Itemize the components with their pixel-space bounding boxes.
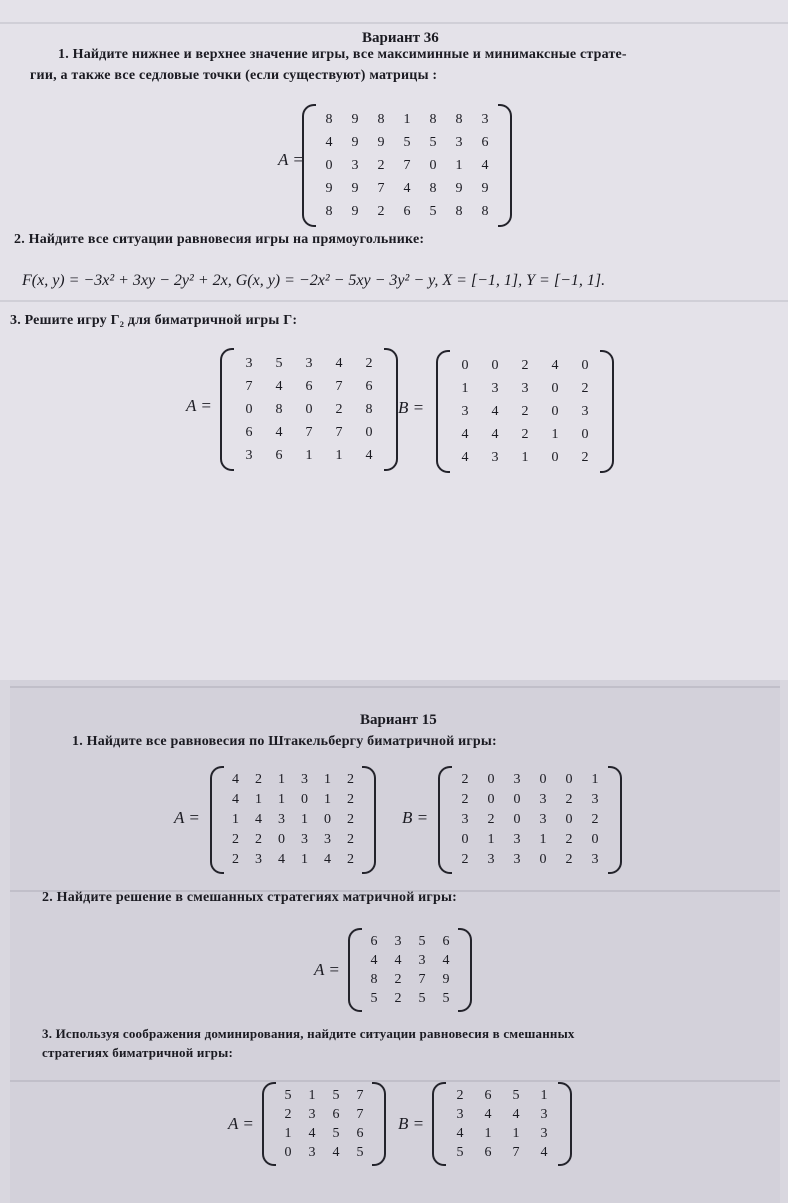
matrix-cell: 0 [461,832,469,847]
matrix-row [362,951,458,970]
matrix-row [224,790,362,810]
matrix-cell: 8 [325,112,333,127]
matrix-cell: 4 [403,181,411,196]
matrix-a-label: A = [174,808,200,827]
matrix-cell: 5 [418,991,426,1006]
matrix-a-variant-36-task-3 [234,352,384,467]
matrix-cell: 2 [255,832,262,847]
matrix-cell: 9 [351,135,359,150]
matrix-cell: 9 [377,135,385,150]
matrix-cell: 0 [324,812,331,827]
matrix-cell: 1 [324,772,331,787]
matrix-cell: 3 [491,381,499,396]
task-2-text: 2. Найдите решение в смешанных стратегиях матричной игры: [42,890,457,905]
matrix-cell: 6 [370,934,378,949]
variant-15-sheet [10,680,780,1203]
matrix-cell: 2 [347,792,354,807]
matrix-cell: 3 [513,852,521,867]
matrix-cell: 4 [491,404,499,419]
matrix-cell: 4 [481,158,489,173]
matrix-cell: 0 [581,358,589,373]
matrix-cell: 0 [284,1145,292,1160]
matrix-cell: 2 [255,772,262,787]
matrix-cell: 3 [591,852,599,867]
matrix-cell: 6 [481,135,489,150]
matrix-cell: 9 [351,181,359,196]
matrix-cell: 1 [403,112,411,127]
matrix-cell: 2 [365,356,373,371]
left-bracket [210,766,224,874]
matrix-cell: 2 [591,812,599,827]
matrix-cell: 7 [335,425,343,440]
matrix-cell: 4 [275,379,283,394]
matrix-cell: 1 [278,772,285,787]
matrix-row [452,810,608,830]
matrix-cell: 0 [365,425,373,440]
matrix-cell: 0 [491,358,499,373]
matrix-cell: 7 [418,972,426,987]
matrix-a-label: A = [228,1114,254,1133]
matrix-cell: 2 [335,402,343,417]
matrix-cell: 5 [442,991,450,1006]
matrix-cell: 2 [521,427,529,442]
matrix-cell: 9 [481,181,489,196]
matrix-cell: 1 [305,448,313,463]
matrix-cell: 1 [455,158,463,173]
matrix-cell: 4 [332,1145,340,1160]
matrix-cell: 3 [461,812,469,827]
matrix-cell: 1 [521,450,529,465]
matrix-cell: 5 [275,356,283,371]
right-bracket [608,766,622,874]
left-bracket [220,348,234,471]
scan-artifact [10,1080,780,1082]
matrix-row [224,850,362,870]
matrix-cell: 2 [461,792,469,807]
matrix-cell: 3 [539,812,547,827]
matrix-cell: 7 [335,379,343,394]
right-bracket [372,1082,386,1166]
matrix-cell: 4 [232,792,239,807]
matrix-cell: 4 [255,812,262,827]
matrix-row [362,932,458,951]
matrix-cell: 4 [275,425,283,440]
matrix-cell: 1 [278,792,285,807]
matrix-cell: 1 [232,812,239,827]
matrix-cell: 6 [275,448,283,463]
matrix-cell: 0 [539,852,547,867]
task-3-text-line-1: 3. Используя соображения доминирования, найдите ситуации равновесия в смешанных [42,1026,575,1041]
matrix-cell: 7 [305,425,313,440]
matrix-cell: 9 [442,972,450,987]
matrix-cell: 9 [351,112,359,127]
matrix-row [450,354,600,377]
matrix-row [234,352,384,375]
matrix-cell: 3 [308,1107,316,1122]
matrix-row [362,970,458,989]
matrix-cell: 4 [365,448,373,463]
matrix-cell: 2 [521,404,529,419]
matrix-cell: 1 [551,427,559,442]
matrix-cell: 0 [325,158,333,173]
matrix-cell: 3 [513,832,521,847]
matrix-cell: 1 [324,792,331,807]
matrix-cell: 7 [377,181,385,196]
matrix-b-label: B = [402,808,429,827]
matrix-row [446,1086,558,1105]
matrix-cell: 1 [301,852,308,867]
matrix-cell: 3 [581,404,589,419]
matrix-row [362,989,458,1008]
matrix-cell: 0 [301,792,308,807]
matrix-a-variant-15-task-2 [362,932,458,1008]
matrix-cell: 6 [484,1145,492,1160]
matrix-cell: 6 [305,379,313,394]
matrix-cell: 3 [521,381,529,396]
matrix-cell: 2 [232,832,239,847]
matrix-cell: 2 [565,792,573,807]
task-2-text: 2. Найдите все ситуации равновесия игры на прямоугольнике: [14,232,425,247]
matrix-row [234,421,384,444]
matrix-cell: 3 [481,112,489,127]
left-bracket [262,1082,276,1166]
right-bracket [498,104,512,227]
matrix-row [450,423,600,446]
matrix-row [234,444,384,467]
matrix-cell: 4 [442,953,450,968]
matrix-cell: 1 [512,1126,520,1141]
matrix-b-variant-36-task-3 [450,354,600,469]
right-bracket [362,766,376,874]
matrix-cell: 6 [332,1107,340,1122]
scan-artifact [0,300,788,302]
matrix-cell: 3 [278,812,285,827]
task-1-text-line-2: гии, а также все седловые точки (если существуют) матрицы : [30,68,438,83]
matrix-cell: 0 [278,832,285,847]
matrix-cell: 9 [455,181,463,196]
matrix-cell: 3 [456,1107,464,1122]
matrix-cell: 7 [356,1107,364,1122]
matrix-a-variant-36-task-1 [316,108,498,223]
right-bracket [384,348,398,471]
matrix-cell: 0 [591,832,599,847]
matrix-cell: 1 [308,1088,316,1103]
matrix-cell: 8 [429,112,437,127]
matrix-cell: 1 [335,448,343,463]
matrix-row [224,770,362,790]
matrix-cell: 3 [540,1126,548,1141]
matrix-cell: 3 [245,448,253,463]
task-2-formula: F(x, y) = −3x² + 3xy − 2y² + 2x, G(x, y) = −2x² − 5xy − 3y² − y, X = [−1, 1], Y = [−1, 1]. [22,272,606,289]
matrix-cell: 4 [232,772,239,787]
task-1-text: 1. Найдите все равновесия по Штакельбергу биматричной игры: [72,734,497,749]
matrix-cell: 0 [551,381,559,396]
left-bracket [436,350,450,473]
scan-artifact [0,22,788,24]
matrix-cell: 4 [540,1145,548,1160]
matrix-row [452,770,608,790]
matrix-cell: 7 [245,379,253,394]
matrix-cell: 2 [487,812,495,827]
matrix-cell: 2 [565,852,573,867]
matrix-a-variant-15-task-1 [224,770,362,870]
matrix-row [446,1143,558,1162]
matrix-cell: 5 [512,1088,520,1103]
matrix-cell: 8 [377,112,385,127]
matrix-row [234,398,384,421]
matrix-cell: 5 [284,1088,292,1103]
matrix-cell: 5 [403,135,411,150]
matrix-cell: 5 [418,934,426,949]
matrix-cell: 0 [429,158,437,173]
matrix-row [234,375,384,398]
task-3-text-line-2: стратегиях биматричной игры: [42,1045,233,1060]
matrix-row [316,177,498,200]
matrix-cell: 4 [324,852,331,867]
matrix-row [316,200,498,223]
matrix-cell: 1 [591,772,599,787]
matrix-cell: 2 [347,832,354,847]
matrix-cell: 8 [481,204,489,219]
matrix-row [450,377,600,400]
matrix-cell: 2 [581,381,589,396]
matrix-cell: 0 [245,402,253,417]
right-bracket [558,1082,572,1166]
matrix-row [316,154,498,177]
matrix-cell: 1 [301,812,308,827]
matrix-cell: 6 [484,1088,492,1103]
matrix-cell: 3 [394,934,402,949]
left-bracket [302,104,316,227]
matrix-cell: 2 [565,832,573,847]
matrix-a-label: A = [314,960,340,979]
matrix-cell: 4 [461,450,469,465]
left-bracket [438,766,452,874]
matrix-cell: 6 [403,204,411,219]
right-bracket [458,928,472,1012]
matrix-cell: 3 [301,772,308,787]
matrix-cell: 6 [245,425,253,440]
matrix-cell: 9 [351,204,359,219]
matrix-cell: 5 [456,1145,464,1160]
matrix-cell: 4 [551,358,559,373]
matrix-cell: 0 [551,450,559,465]
matrix-cell: 9 [325,181,333,196]
matrix-a-label: A = [278,150,304,169]
matrix-b-variant-15-task-3 [446,1086,558,1162]
matrix-cell: 2 [377,158,385,173]
matrix-row [276,1124,372,1143]
matrix-cell: 8 [325,204,333,219]
matrix-cell: 2 [377,204,385,219]
matrix-cell: 3 [591,792,599,807]
matrix-cell: 8 [275,402,283,417]
matrix-cell: 0 [305,402,313,417]
matrix-cell: 3 [245,356,253,371]
matrix-cell: 5 [429,204,437,219]
scan-artifact [10,686,780,688]
matrix-cell: 7 [403,158,411,173]
matrix-row [276,1105,372,1124]
matrix-cell: 3 [255,852,262,867]
matrix-cell: 1 [484,1126,492,1141]
matrix-cell: 7 [512,1145,520,1160]
matrix-cell: 2 [461,852,469,867]
matrix-cell: 4 [461,427,469,442]
matrix-b-label: B = [398,398,425,417]
matrix-cell: 3 [308,1145,316,1160]
matrix-cell: 3 [540,1107,548,1122]
matrix-cell: 1 [461,381,469,396]
matrix-cell: 3 [324,832,331,847]
matrix-cell: 5 [429,135,437,150]
matrix-cell: 3 [305,356,313,371]
matrix-row [316,108,498,131]
matrix-cell: 4 [308,1126,316,1141]
matrix-cell: 2 [284,1107,292,1122]
matrix-cell: 1 [487,832,495,847]
matrix-a-variant-15-task-3 [276,1086,372,1162]
matrix-cell: 2 [394,972,402,987]
matrix-cell: 2 [461,772,469,787]
matrix-row [224,810,362,830]
matrix-row [452,830,608,850]
matrix-cell: 2 [521,358,529,373]
matrix-cell: 6 [356,1126,364,1141]
matrix-cell: 4 [512,1107,520,1122]
matrix-cell: 8 [365,402,373,417]
matrix-cell: 0 [487,772,495,787]
matrix-cell: 3 [513,772,521,787]
matrix-row [224,830,362,850]
matrix-cell: 0 [581,427,589,442]
matrix-cell: 1 [255,792,262,807]
matrix-cell: 8 [455,112,463,127]
matrix-cell: 0 [487,792,495,807]
matrix-cell: 1 [284,1126,292,1141]
matrix-row [446,1124,558,1143]
matrix-cell: 0 [565,772,573,787]
matrix-cell: 5 [332,1088,340,1103]
matrix-cell: 2 [232,852,239,867]
right-bracket [600,350,614,473]
matrix-cell: 3 [491,450,499,465]
matrix-cell: 3 [301,832,308,847]
variant-15-title: Вариант 15 [360,712,437,728]
matrix-cell: 3 [487,852,495,867]
matrix-cell: 0 [513,792,521,807]
matrix-cell: 1 [540,1088,548,1103]
left-bracket [432,1082,446,1166]
matrix-cell: 6 [442,934,450,949]
matrix-b-label: B = [398,1114,425,1133]
matrix-cell: 5 [356,1145,364,1160]
matrix-row [450,446,600,469]
matrix-cell: 7 [356,1088,364,1103]
matrix-cell: 3 [455,135,463,150]
matrix-row [446,1105,558,1124]
matrix-row [452,790,608,810]
matrix-cell: 3 [418,953,426,968]
matrix-cell: 2 [394,991,402,1006]
matrix-cell: 0 [551,404,559,419]
matrix-row [450,400,600,423]
matrix-cell: 2 [347,772,354,787]
matrix-cell: 8 [370,972,378,987]
matrix-cell: 3 [461,404,469,419]
matrix-row [452,850,608,870]
matrix-cell: 4 [325,135,333,150]
matrix-b-variant-15-task-1 [452,770,608,870]
matrix-cell: 0 [461,358,469,373]
matrix-cell: 0 [539,772,547,787]
matrix-cell: 3 [351,158,359,173]
matrix-cell: 4 [491,427,499,442]
matrix-cell: 4 [335,356,343,371]
matrix-cell: 2 [456,1088,464,1103]
matrix-cell: 2 [347,852,354,867]
matrix-cell: 4 [394,953,402,968]
left-bracket [348,928,362,1012]
matrix-cell: 2 [347,812,354,827]
task-1-text-line-1: 1. Найдите нижнее и верхнее значение игры, все максиминные и минимаксные страте- [58,47,627,62]
matrix-cell: 4 [370,953,378,968]
matrix-cell: 5 [370,991,378,1006]
matrix-cell: 8 [429,181,437,196]
matrix-cell: 0 [513,812,521,827]
matrix-cell: 0 [565,812,573,827]
matrix-cell: 4 [278,852,285,867]
variant-36-title: Вариант 36 [362,30,439,46]
matrix-cell: 4 [456,1126,464,1141]
matrix-cell: 3 [539,792,547,807]
task-3-text: 3. Решите игру Γ₂ для биматричной игры Γ: [10,313,298,328]
matrix-a-label: A = [186,396,212,415]
matrix-cell: 1 [539,832,547,847]
matrix-row [276,1143,372,1162]
matrix-row [276,1086,372,1105]
matrix-cell: 8 [455,204,463,219]
matrix-row [316,131,498,154]
matrix-cell: 4 [484,1107,492,1122]
matrix-cell: 6 [365,379,373,394]
matrix-cell: 2 [581,450,589,465]
matrix-cell: 5 [332,1126,340,1141]
